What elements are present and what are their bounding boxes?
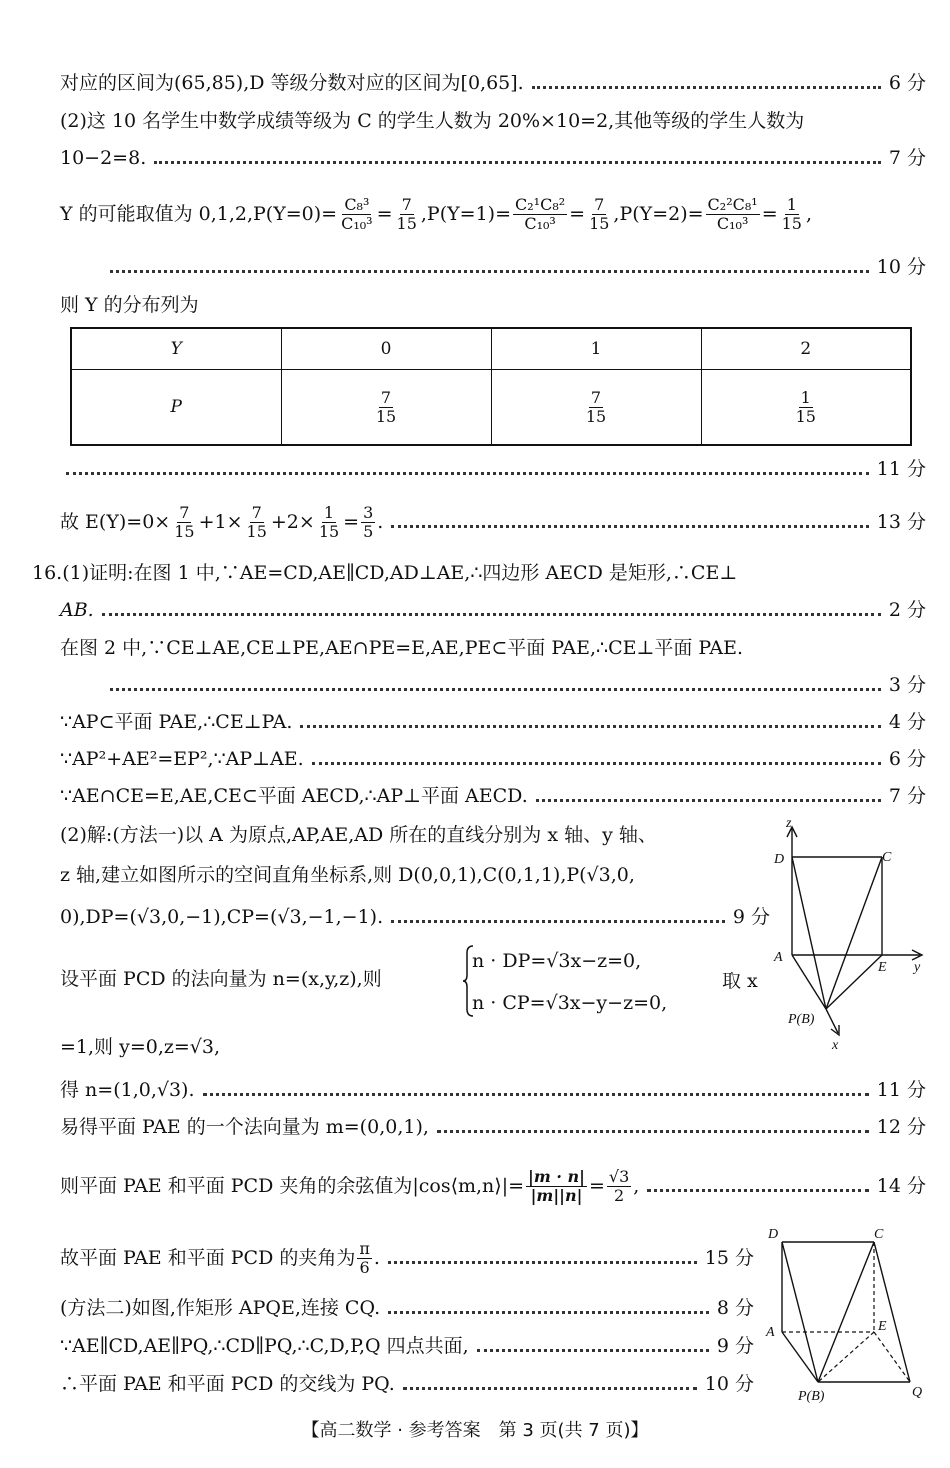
figure-rectangle-apqe <box>762 1220 942 1410</box>
fig2-label-A: A <box>766 1325 775 1340</box>
line-17: z 轴,建立如图所示的空间直角坐标系,则 D(0,0,1),C(0,1,1),P(√3,0, <box>60 864 635 886</box>
equation-1: n · DP=√3x−z=0, <box>472 950 642 972</box>
line-20: =1,则 y=0,z=√3, <box>60 1036 221 1058</box>
fig2-label-Q: Q <box>912 1385 923 1400</box>
fig1-label-D: D <box>774 852 785 867</box>
line-5: 10 分 <box>110 250 926 284</box>
line-angle: 故平面 PAE 和平面 PCD 的夹角为 $\frac{\pi}{6}$ . 15 分 <box>60 1238 754 1277</box>
line-16: (2)解:(方法一)以 A 为原点,AP,AE,AD 所在的直线分别为 x 轴、y 轴、 <box>60 824 657 846</box>
line-19-tail: 取 x <box>722 970 758 992</box>
fig1-label-y: y <box>914 960 921 975</box>
distribution-table <box>70 327 912 446</box>
line-26: ∵AE∥CD,AE∥PQ,∴CD∥PQ,∴C,D,P,Q 四点共面, 9 分 <box>60 1335 754 1357</box>
line-15: ∵AE∩CE=E,AE,CE⊂平面 AECD,∴AP⊥平面 AECD. 7 分 <box>60 785 926 807</box>
fig2-label-D: D <box>768 1227 779 1242</box>
equation-2: n · CP=√3x−y−z=0, <box>472 992 668 1014</box>
line-25: (方法二)如图,作矩形 APQE,连接 CQ. 8 分 <box>60 1297 754 1319</box>
line-cosine: 则平面 PAE 和平面 PCD 夹角的余弦值为|cos⟨m,n⟩|= $\frac{|m \cdot n|}{|m||n|}$ = $\frac{√3}{2}$ , 14 分 <box>60 1166 926 1205</box>
line-7: 11 分 <box>66 452 926 486</box>
table-cell: $\frac{7}{15}$ <box>281 370 491 446</box>
fig2-label-E: E <box>878 1319 887 1334</box>
table-header-cell: 2 <box>701 328 911 370</box>
line-11: 在图 2 中,∵CE⊥AE,CE⊥PE,AE∩PE=E,AE,PE⊂平面 PAE,∴CE⊥平面 PAE. <box>60 637 744 659</box>
table-cell: $\frac{1}{15}$ <box>701 370 911 446</box>
line-13: ∵AP⊂平面 PAE,∴CE⊥PA. 4 分 <box>60 711 926 733</box>
line-18: 0),DP=(√3,0,−1),CP=(√3,−1,−1). 9 分 <box>60 906 770 928</box>
line-27: ∴平面 PAE 和平面 PCD 的交线为 PQ. 10 分 <box>60 1373 754 1395</box>
fig1-label-C: C <box>882 850 892 865</box>
line-19: 设平面 PCD 的法向量为 n=(x,y,z),则 <box>60 968 382 990</box>
fig2-label-P: P(B) <box>798 1389 825 1404</box>
fig1-label-P: P(B) <box>788 1012 815 1027</box>
table-header-cell: 0 <box>281 328 491 370</box>
figure-coordinate-system <box>770 815 940 1055</box>
page-footer: 【高二数学 · 参考答案 第 3 页(共 7 页)】 <box>301 1420 649 1441</box>
line-probabilities: Y 的可能取值为 0,1,2, P(Y=0)= $\frac{\text{C₈³}}{\text{C₁₀³}}$ = $\frac{7}{15}$ ,P(Y=1)= $\frac{\text{C₂¹C₈²}}{\text{C₁₀³}}$ = $\frac{7}{15}$ ,P(Y=2)= $\frac{\text{C₂²C₈¹}}{\text{C₁₀³}}$ = $\frac{1}{15}$ , <box>60 194 813 233</box>
line-10: AB. 2 分 <box>60 599 926 621</box>
fig1-label-E: E <box>878 960 887 975</box>
line-12: 3 分 <box>110 668 926 702</box>
fig1-label-z: z <box>786 816 792 831</box>
table-cell: $\frac{7}{15}$ <box>491 370 701 446</box>
table-row-label: P <box>71 370 281 446</box>
fig2-label-C: C <box>874 1227 884 1242</box>
table-header-cell: Y <box>71 328 281 370</box>
line-1: 对应的区间为(65,85),D 等级分数对应的区间为[0,65]. 6 分 <box>60 72 926 94</box>
line-16-header: 16.(1)证明:在图 1 中,∵AE=CD,AE∥CD,AD⊥AE,∴四边形 AECD 是矩形,∴CE⊥ <box>32 562 738 584</box>
line-6: 则 Y 的分布列为 <box>60 294 199 316</box>
fig1-label-A: A <box>774 950 783 965</box>
line-2: (2)这 10 名学生中数学成绩等级为 C 的学生人数为 20%×10=2,其他等级的学生人数为 <box>60 110 805 132</box>
line-3: 10−2=8. 7 分 <box>60 147 926 169</box>
line-14: ∵AP²+AE²=EP²,∵AP⊥AE. 6 分 <box>60 748 926 770</box>
line-21: 得 n=(1,0,√3). 11 分 <box>60 1079 926 1101</box>
line-expectation: 故 E(Y)=0× $\frac{7}{15}$ +1× $\frac{7}{15}$ +2× $\frac{1}{15}$ = $\frac{3}{5}$ . 13 分 <box>60 502 926 541</box>
fig1-label-x: x <box>832 1038 839 1053</box>
line-22: 易得平面 PAE 的一个法向量为 m=(0,0,1), 12 分 <box>60 1116 926 1138</box>
table-header-cell: 1 <box>491 328 701 370</box>
